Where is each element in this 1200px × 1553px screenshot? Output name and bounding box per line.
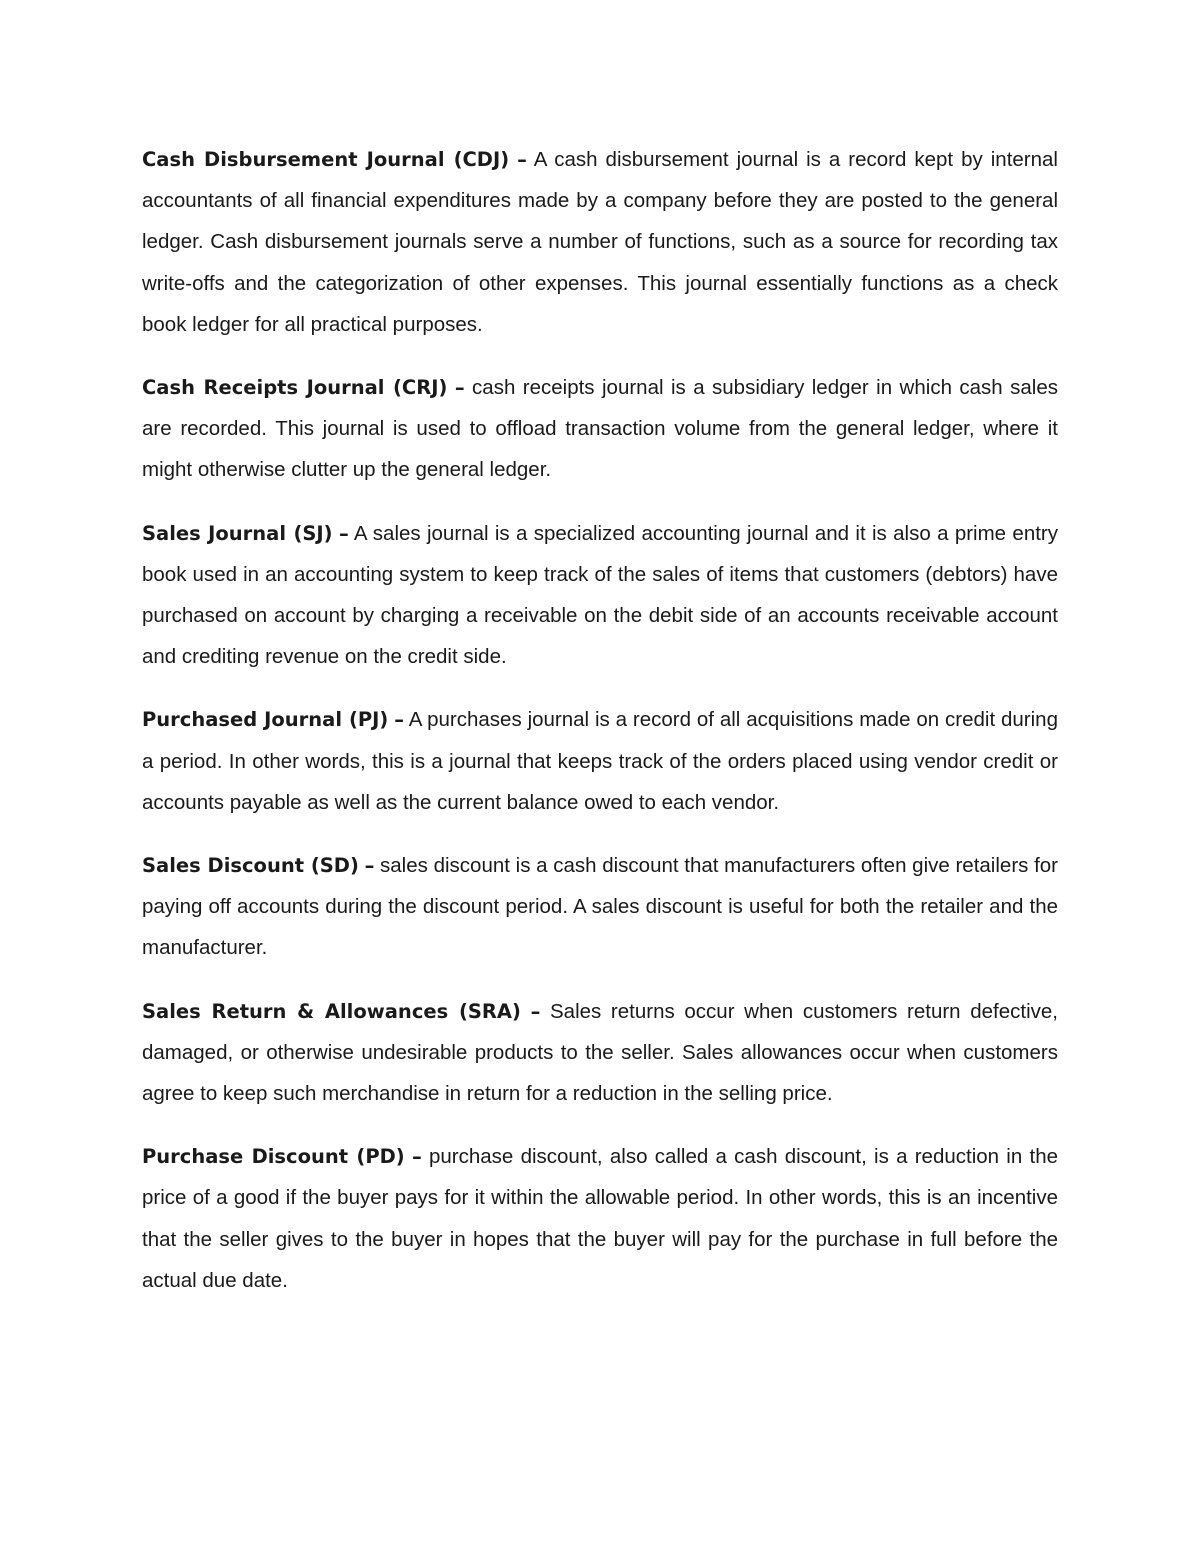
document-page: [142, 139, 1058, 1323]
entry-definition: A purchases journal is a record of all acquisitions made on credit during a period. In other words, this is a journal that keeps track of the orders placed using vendor credit or accounts payable as well as the current balance owed to each vendor.: [142, 708, 1058, 814]
entry-sj: [142, 513, 1058, 678]
entry-term: Sales Return & Allowances (SRA): [142, 999, 521, 1023]
entry-pd: [142, 1136, 1058, 1301]
entry-term: Cash Receipts Journal (CRJ): [142, 376, 448, 400]
entry-dash: –: [338, 521, 349, 545]
entry-dash: –: [364, 854, 375, 878]
entry-dash: –: [411, 1145, 422, 1169]
entry-pj: [142, 699, 1058, 823]
entry-definition: A sales journal is a specialized accounting journal and it is also a prime entry book used in an accounting system to keep track of the sales of items that customers (debtors) have purchased on account by charging a receivable on the debit side of an accounts receivable account and crediting revenue on the credit side.: [142, 521, 1058, 669]
entry-dash: –: [530, 999, 541, 1023]
entry-definition: A cash disbursement journal is a record kept by internal accountants of all financial expenditures made by a company before they are posted to the general ledger. Cash disbursement journals serve a number of functions, such as a source for recording tax write-offs and the categorization of other expenses. This journal essentially functions as a check book ledger for all practical purposes.: [142, 148, 1058, 336]
entry-dash: –: [394, 708, 404, 732]
entry-dash: –: [454, 376, 465, 400]
entry-cdj: [142, 139, 1058, 345]
entry-definition: purchase discount, also called a cash discount, is a reduction in the price of a good if the buyer pays for it within the allowable period. In other words, this is an incentive that the seller gives to the buyer in hopes that the buyer will pay for the purchase in full before the actual due date.: [142, 1145, 1058, 1292]
entry-definition: Sales returns occur when customers return defective, damaged, or otherwise undesirable products to the seller. Sales allowances occur when customers agree to keep such merchandise in return for a reduction in the selling price.: [142, 999, 1058, 1106]
entry-term: Cash Disbursement Journal (CDJ): [142, 148, 510, 171]
entry-term: Sales Discount (SD): [142, 854, 359, 878]
entry-term: Purchase Discount (PD): [142, 1145, 405, 1169]
entry-definition: sales discount is a cash discount that manufacturers often give retailers for paying off accounts during the discount period. A sales discount is useful for both the retailer and the manufacturer.: [142, 854, 1059, 960]
entry-sra: [142, 991, 1058, 1115]
entry-sd: [142, 845, 1058, 969]
entry-term: Purchased Journal (PJ): [142, 708, 389, 732]
entry-term: Sales Journal (SJ): [142, 521, 333, 545]
entry-dash: –: [517, 148, 527, 171]
entry-definition: cash receipts journal is a subsidiary ledger in which cash sales are recorded. This journal is used to offload transaction volume from the general ledger, where it might otherwise clutter up the general ledger.: [142, 376, 1058, 482]
entry-crj: [142, 367, 1058, 491]
